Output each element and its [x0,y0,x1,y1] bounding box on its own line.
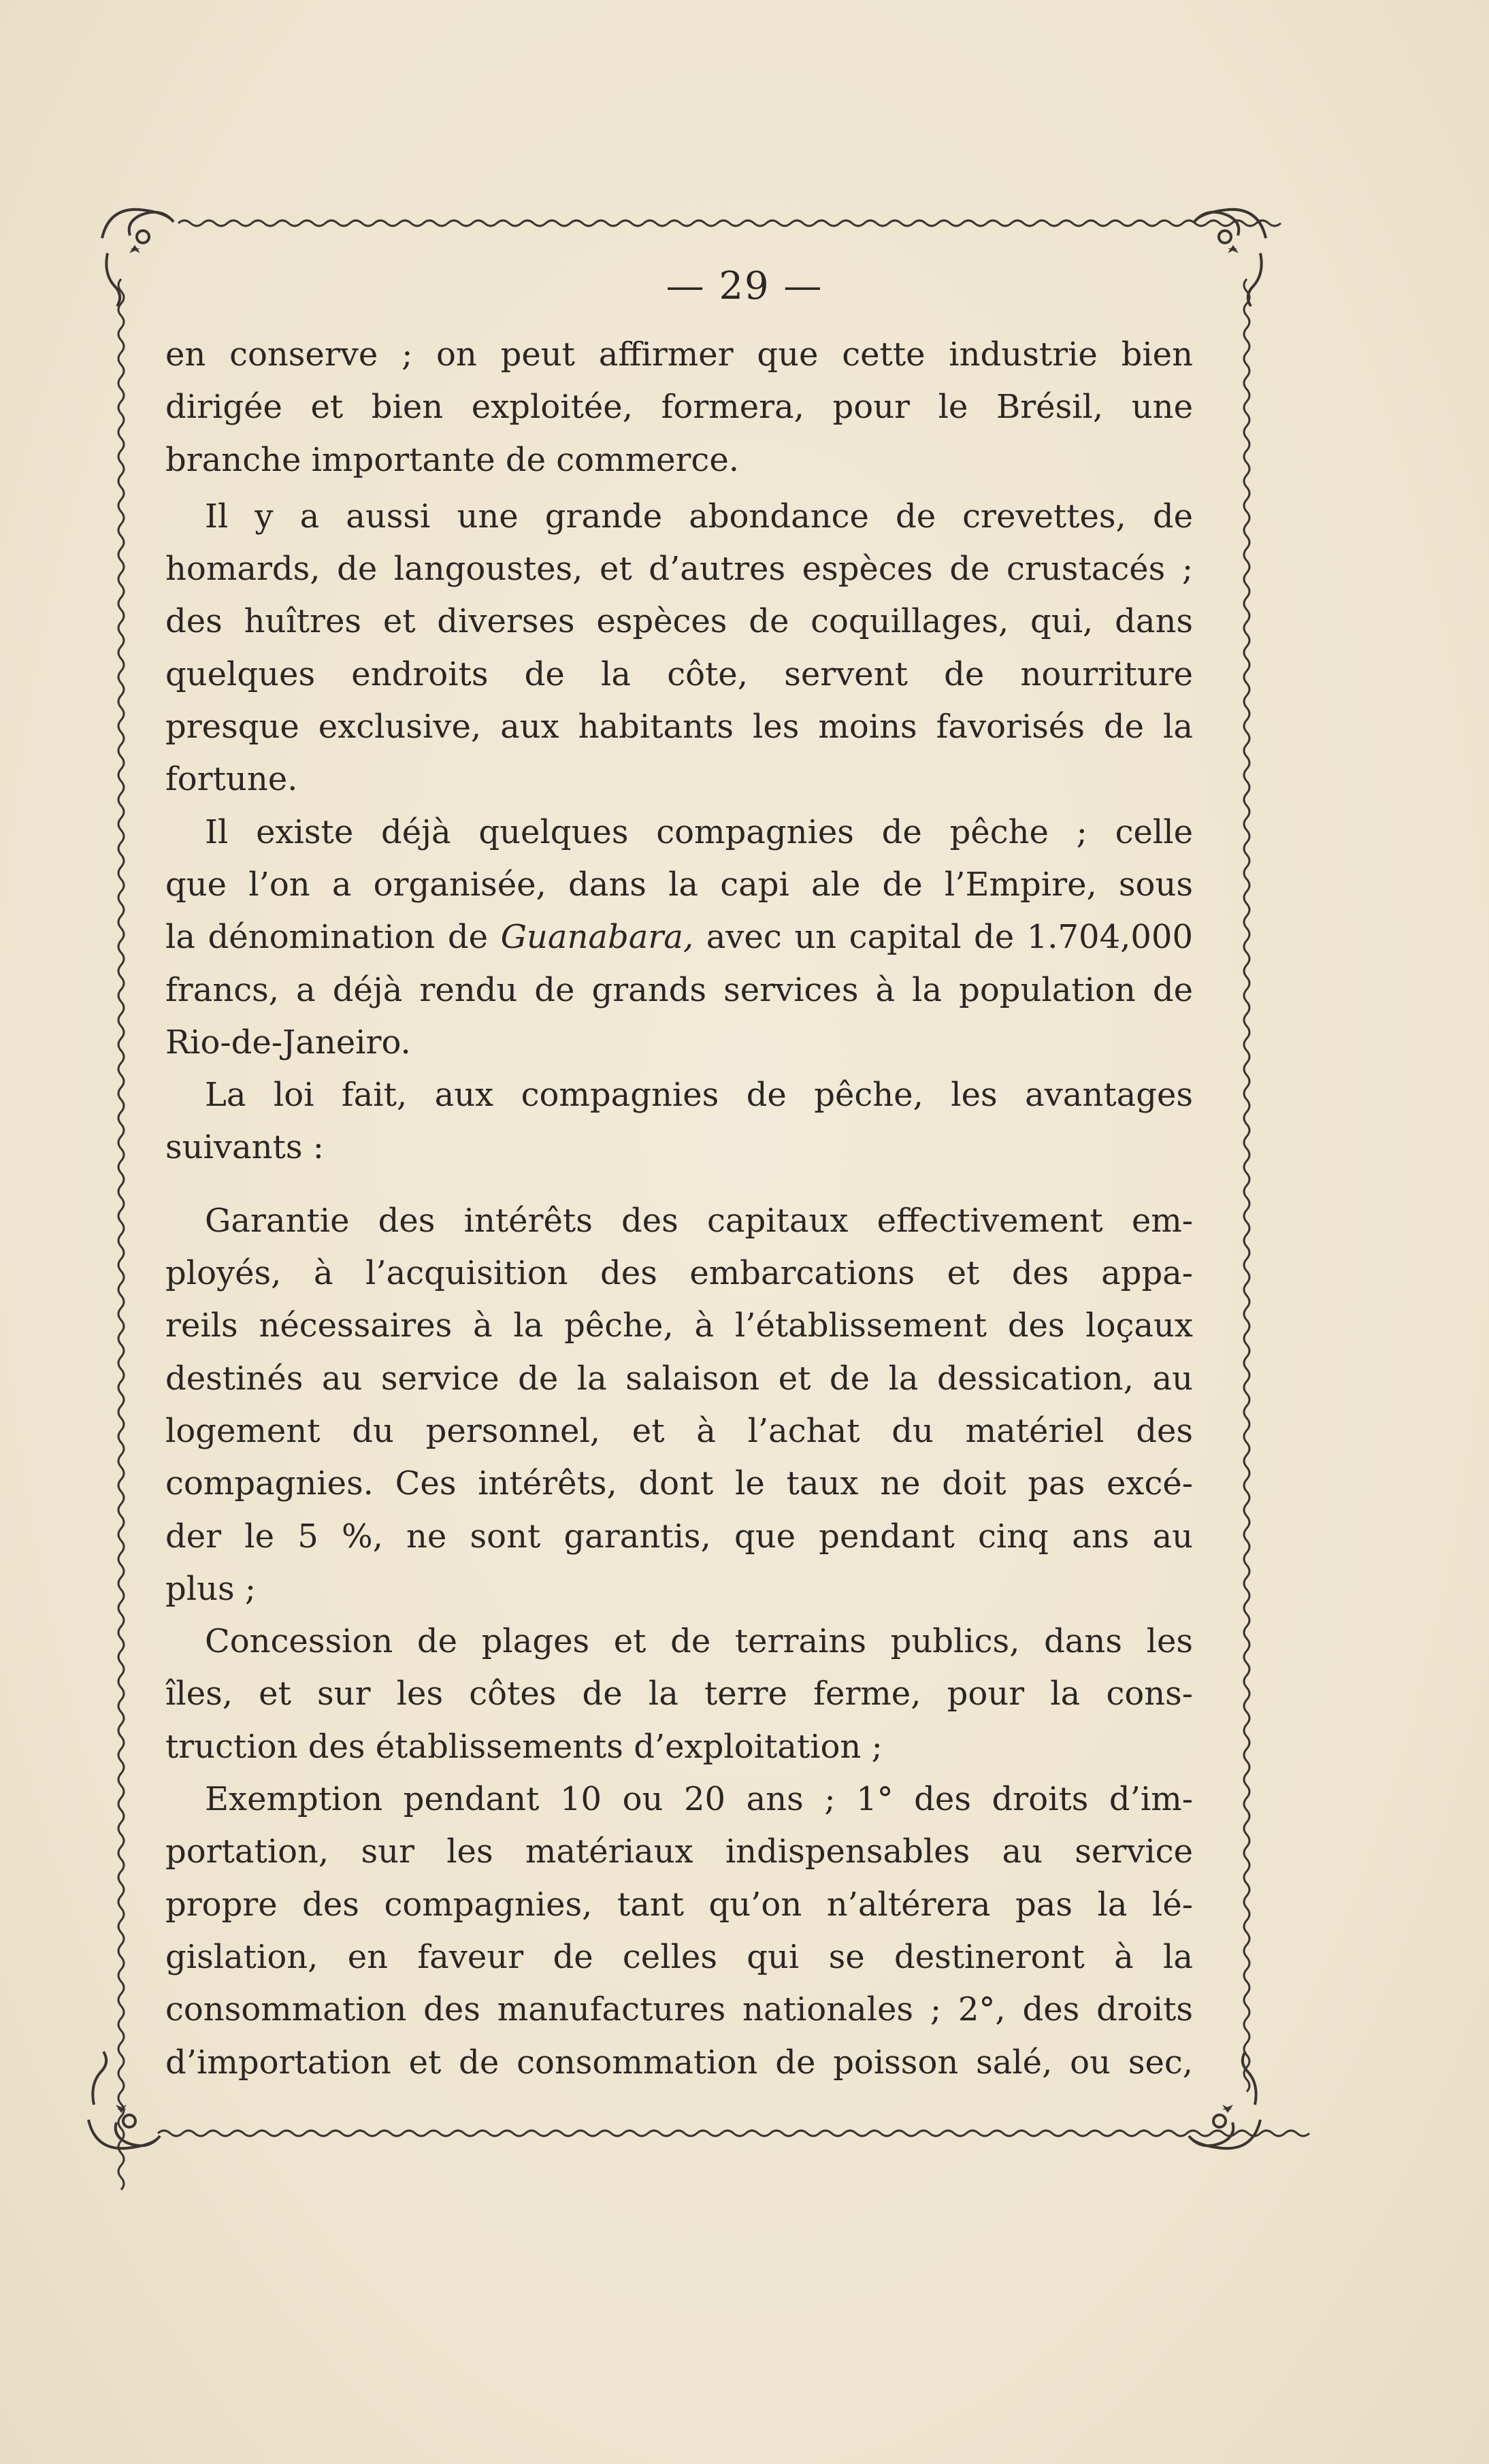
text-line: îles, et sur les côtes de la terre ferme, pour la cons- [165,1675,1193,1713]
text-line [165,911,1193,964]
body-text [165,329,1193,2089]
text-line: portation, sur les matériaux indispensables au service [165,1833,1193,1871]
text-line: reils nécessaires à la pêche, à l’établissement des loçaux [165,1307,1193,1345]
text-line: dirigée et bien exploitée, formera, pour le Brésil, une [165,388,1193,427]
company-name-italic: Guanabara, [500,918,694,957]
text-line: fortune. [165,760,298,799]
top-border-wave [178,220,1281,226]
text-line: homards, de langoustes, et d’autres espèces de crustacés ; [165,550,1193,589]
text-line: logement du personnel, et à l’achat du matériel des [165,1411,1193,1450]
text-line: compagnies. Ces intérêts, dont le taux ne doit pas excé- [165,1464,1193,1503]
text-line: Il existe déjà quelques compagnies de pêche ; celle [205,812,1193,851]
right-border-wave [1244,279,1249,2092]
text-line: suivants : [165,1128,324,1167]
text-line: propre des compagnies, tant qu’on n’altérera pas la lé- [165,1885,1193,1924]
bottom-border-wave [158,2131,1309,2136]
text-line: francs, a déjà rendu de grands services à la population de [165,970,1193,1009]
text-line: Il y a aussi une grande abondance de crevettes, de [205,497,1193,536]
text-line: presque exclusive, aux habitants les moins favorisés de la [165,708,1193,746]
text-line: Concession de plages et de terrains publics, dans les [205,1622,1193,1661]
text-line: truction des établissements d’exploitation ; [165,1727,883,1766]
text-line: que l’on a organisée, dans la capi ale de l’Empire, sous [165,865,1193,904]
text-line: quelques endroits de la côte, servent de nourriture [165,655,1193,693]
page-number: — 29 — [666,264,823,308]
text-line: La loi fait, aux compagnies de pêche, les avantages [205,1076,1193,1115]
text-line: Garantie des intérêts des capitaux effectivement em- [205,1201,1193,1240]
text-segment: la dénomination de [165,918,501,957]
text-line: branche importante de commerce. [165,440,739,479]
text-line: consommation des manufactures nationales ; 2°, des droits [165,1990,1193,2029]
text-line: Rio-de-Janeiro. [165,1023,411,1062]
text-line: plus ; [165,1569,257,1608]
text-line: destinés au service de la salaison et de la dessication, au [165,1359,1193,1398]
text-line: gislation, en faveur de celles qui se destineront à la [165,1937,1193,1976]
text-line: d’importation et de consommation de poisson salé, ou sec, [165,2043,1193,2082]
text-line: der le 5 %, ne sont garantis, que pendant cinq ans au [165,1517,1193,1556]
text-line: ployés, à l’acquisition des embarcations et des appa- [165,1254,1193,1293]
text-line: Exemption pendant 10 ou 20 ans ; 1° des droits d’im- [205,1780,1193,1819]
text-line: des huîtres et diverses espèces de coquillages, qui, dans [165,602,1193,641]
text-segment: avec un capital de 1.704,000 [693,918,1194,957]
left-border-wave [118,279,124,2190]
text-line: en conserve ; on peut affirmer que cette industrie bien [165,335,1193,374]
